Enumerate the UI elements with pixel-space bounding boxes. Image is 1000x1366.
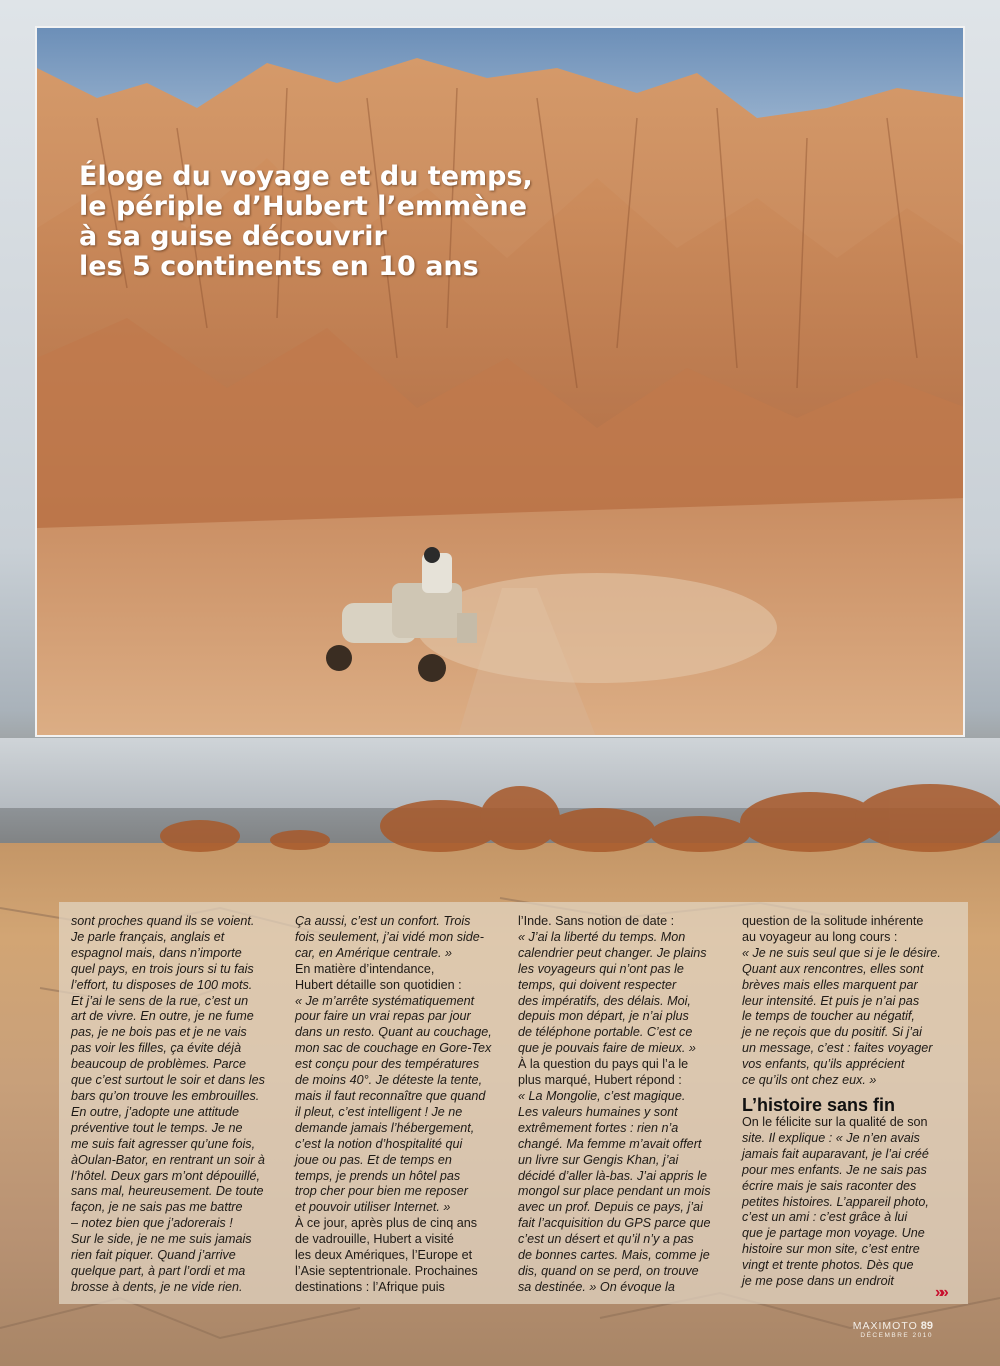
text-line: pas, je ne bois pas et je ne vais [71,1025,247,1040]
text-line: dis, quand on se perd, on trouve [518,1263,699,1278]
text-line: demande jamais l’hébergement, [295,1120,475,1135]
text-line: l’effort, tu disposes de 100 mots. [71,977,253,992]
text-line: un message, c’est : faites voyager [742,1041,933,1056]
text-line: changé. Ma femme m’avait offert [518,1136,702,1151]
text-line: pas voir les filles, ça évite déjà [71,1041,242,1056]
text-line: et pouvoir utiliser Internet. » [295,1200,451,1215]
text-line: que je partage mon voyage. Une [742,1226,925,1241]
text-line: mon sac de couchage en Gore-Tex [295,1041,492,1056]
text-line: Je parle français, anglais et [71,929,225,944]
text-line: vingt et trente photos. Dès que [742,1258,914,1273]
text-line: jamais fait auparavant, je l’ai créé [742,1146,929,1161]
text-line: En matière d’intendance, [295,961,435,976]
text-line: àOulan-Bator, en rentrant un soir à [71,1152,265,1167]
text-line: l’hôtel. Deux gars m’ont dépouillé, [71,1168,261,1183]
text-line: Les valeurs humaines y sont [518,1104,678,1119]
issue-date: DÉCEMBRE 2010 [860,1332,933,1339]
continue-arrows-icon: »» [935,1284,945,1301]
text-line: histoire sur mon site, c’est entre [742,1242,920,1257]
text-line: Et j’ai le sens de la rue, c’est un [71,993,249,1008]
text-line: rien fait piquer. Quand j’arrive [71,1248,236,1263]
article-column-4 [742,914,960,1290]
desert-mountains-illustration [37,28,965,737]
headline-line: les 5 continents en 10 ans [79,251,479,282]
text-line: petites histoires. L’appareil photo, [742,1194,929,1209]
section-subheading: L’histoire sans fin [742,1094,896,1115]
text-line: « La Mongolie, c’est magique. [518,1088,686,1103]
text-line: sa destinée. » On évoque la [518,1279,675,1294]
text-line: Sur le side, je ne me suis jamais [71,1232,252,1247]
text-line: art de vivre. En outre, je ne fume [71,1009,254,1024]
text-line: les voyageurs qui n’ont pas le [518,961,684,976]
text-line: temps, je prends un hôtel pas [295,1168,461,1183]
text-line: préventive tout le temps. Je ne [71,1120,243,1135]
article-headline [79,162,599,282]
hero-photo [35,26,965,737]
text-line: fois seulement, j’ai vidé mon side- [295,929,484,944]
page-number: 89 [920,1320,933,1332]
text-line: les deux Amériques, l’Europe et [295,1248,473,1263]
text-line: À la question du pays qui l’a le [518,1057,689,1072]
text-line: c’est la notion d’hospitalité qui [295,1136,463,1151]
text-line: Quant aux rencontres, elles sont [742,961,924,976]
text-line: – notez bien que j’adorerais ! [71,1216,233,1231]
text-line: bars qu’on trouve les embrouilles. [71,1088,260,1103]
text-line: dans un resto. Quant au couchage, [295,1025,492,1040]
text-line: je ne reçois que du positif. Si j’ai [742,1025,922,1040]
text-line: je me pose dans un endroit [742,1274,894,1289]
text-line: beaucoup de problèmes. Parce [71,1057,247,1072]
text-line: que je pouvais faire de mieux. » [518,1041,696,1056]
text-line: calendrier peut changer. Je plains [518,945,707,960]
text-line: pour faire un vrai repas par jour [295,1009,471,1024]
text-line: plus marqué, Hubert répond : [518,1073,682,1088]
text-line: ce qu’ils ont chez eux. » [742,1073,877,1088]
text-line: depuis mon départ, je n’ai plus [518,1009,689,1024]
text-line: site. Il explique : « Je n’en avais [742,1130,920,1145]
text-line: décidé d’aller là-bas. J’ai appris le [518,1168,708,1183]
text-line: de moins 40°. Je déteste la tente, [295,1073,483,1088]
text-line: sans mal, heureusement. De toute [71,1184,264,1199]
text-line: brèves mais elles marquent par [742,977,918,992]
text-line: de vadrouille, Hubert a visité [295,1232,454,1247]
text-line: est conçu pour des températures [295,1057,480,1072]
text-line: écrire mais je sais raconter des [742,1178,917,1193]
text-line: c’est un ami : c’est grâce à lui [742,1210,908,1225]
article-column-2 [295,914,513,1296]
text-line: leur intensité. Et puis je n’ai pas [742,993,920,1008]
text-line: l’Inde. Sans notion de date : [518,914,675,928]
text-line: joue ou pas. Et de temps en [295,1152,452,1167]
text-line: mais il faut reconnaître que quand [295,1088,486,1103]
text-line: À ce jour, après plus de cinq ans [295,1216,478,1231]
text-line: quel pays, en trois jours si tu fais [71,961,254,976]
text-line: Hubert détaille son quotidien : [295,977,462,992]
text-line: l’Asie septentrionale. Prochaines [295,1263,478,1278]
headline-line: à sa guise découvrir [79,221,387,252]
text-line: extrêmement fortes : rien n’a [518,1120,679,1135]
text-line: vos enfants, qu’ils apprécient [742,1057,905,1072]
text-line: au voyageur au long cours : [742,929,898,944]
text-line: il pleut, c’est intelligent ! Je ne [295,1104,463,1119]
text-line: mongol sur place pendant un mois [518,1184,711,1199]
text-line: que c’est surtout le soir et dans les [71,1073,265,1088]
headline-line: Éloge du voyage et du temps, [79,161,533,192]
text-line: me suis fait agresser qu’une fois, [71,1136,256,1151]
text-line: Ça aussi, c’est un confort. Trois [295,914,471,928]
text-line: un livre sur Gengis Khan, j’ai [518,1152,679,1167]
text-line: espagnol mais, dans n’importe [71,945,242,960]
text-line: des impératifs, des délais. Moi, [518,993,691,1008]
text-line: de téléphone portable. C’est ce [518,1025,693,1040]
text-line: fait l’acquisition du GPS parce que [518,1216,711,1231]
text-line: brosse à dents, je ne vide rien. [71,1279,243,1294]
text-line: quelque part, à part l’ordi et ma [71,1263,246,1278]
article-column-1 [71,914,289,1296]
text-line: façon, je ne sais pas me battre [71,1200,243,1215]
text-line: pour mes enfants. Je ne sais pas [742,1162,927,1177]
article-column-3 [518,914,736,1296]
text-line: le temps de toucher au négatif, [742,1009,915,1024]
text-line: En outre, j’adopte une attitude [71,1104,240,1119]
text-line: sont proches quand ils se voient. [71,914,255,928]
text-line: question de la solitude inhérente [742,914,924,928]
text-line: « Je m’arrête systématiquement [295,993,475,1008]
headline-line: le périple d’Hubert l’emmène [79,191,528,222]
text-line: « J’ai la liberté du temps. Mon [518,929,686,944]
text-line: temps, qui doivent respecter [518,977,677,992]
text-line: On le félicite sur la qualité de son [742,1114,928,1129]
text-line: c’est un désert et qu’il n’y a pas [518,1232,694,1247]
page-folio [833,1316,933,1339]
text-line: avec un prof. Depuis ce pays, j’ai [518,1200,703,1215]
text-line: car, en Amérique centrale. » [295,945,453,960]
text-line: de bonnes cartes. Mais, comme je [518,1248,710,1263]
text-line: destinations : l’Afrique puis [295,1279,445,1294]
text-line: trop cher pour bien me reposer [295,1184,468,1199]
article-text-panel [59,902,968,1304]
text-line: « Je ne suis seul que si je le désire. [742,945,941,960]
magazine-name: MAXIMOTO [852,1320,918,1332]
